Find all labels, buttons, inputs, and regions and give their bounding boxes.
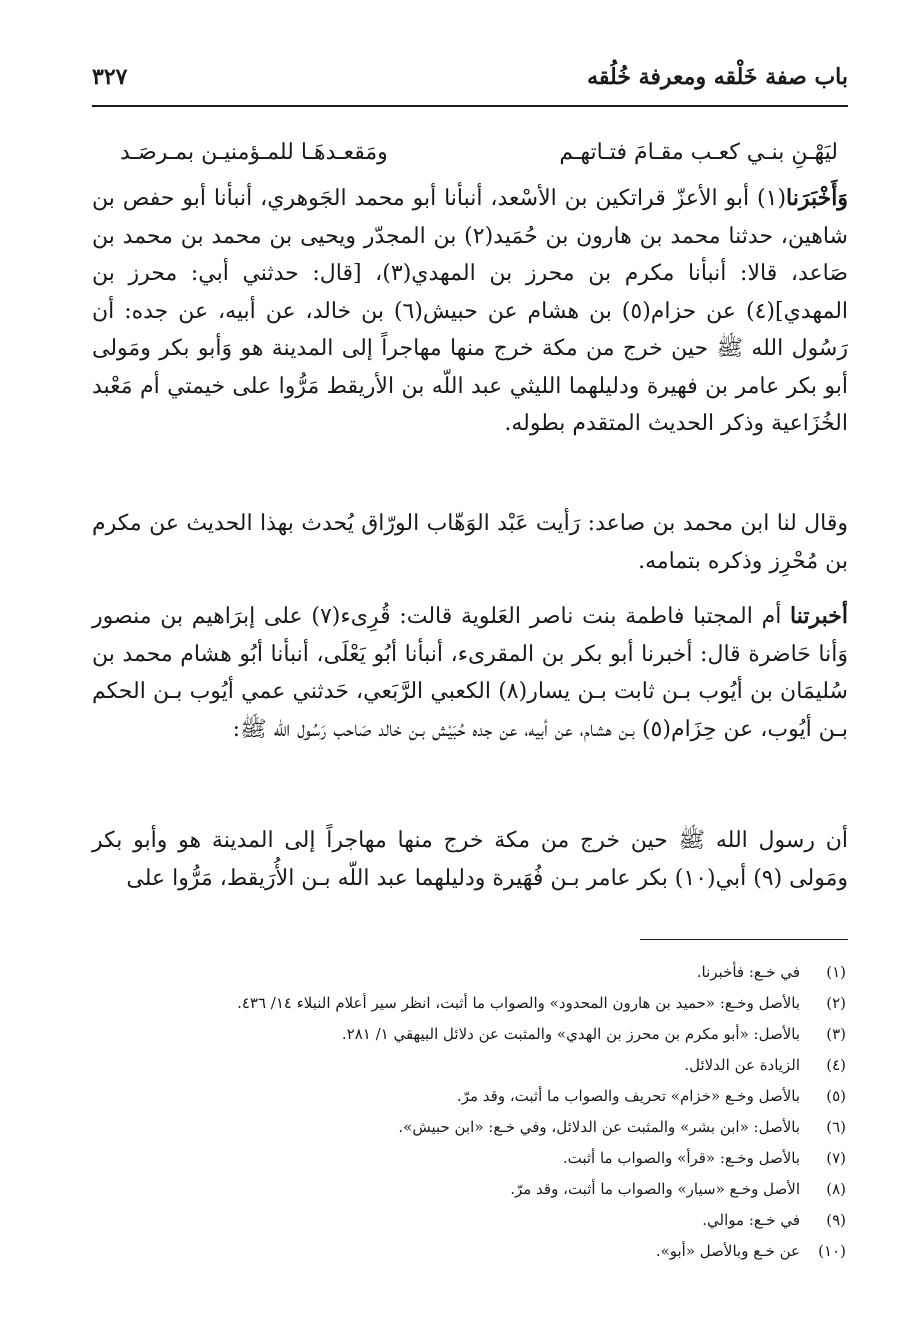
footnote-number: (٨) <box>826 1180 846 1198</box>
footnote-number: (١٠) <box>818 1242 846 1260</box>
footnote <box>86 1113 846 1144</box>
footnote-separator <box>640 939 848 940</box>
hadith-paragraph-3 <box>92 598 848 748</box>
footnote <box>86 1051 846 1082</box>
running-header <box>92 62 848 106</box>
paragraph-2-text: وقال لنا ابن محمد بن صاعد: رَأيت عَبْد الوَهّاب الورّاق يُحدث بهذا الحديث عن مكرم بن مُحْرِز وذكره بتمامه. <box>92 511 848 574</box>
chapter-title: باب صفة خَلْقه ومعرفة خُلُقه <box>587 64 848 90</box>
hadith-paragraph-4 <box>92 822 848 897</box>
paragraph-3-text: أم المجتبا فاطمة بنت ناصر العَلوية قالت: قُرِىء(٧) على إبرَاهيم بن منصور وَأنا حَاضرة قال: أخبرنا أبو بكر بن المقرىء، أنبأنا أبُو يَعْلَى، أنبأنا أبُو هشام محمد بن سُليمَان بن أيُوب بـن ثابت بـن يسار(٨) الكعبي الرَّبَعي، حَدثني عمي أيُوب بـن الحكم بـن أيُوب، عن حِزَام(٥) بـن هشام، عن أبيه، عن جده حُبَيْش بـن خالد صَاحب رَسُول الله ﷺ: <box>92 604 848 742</box>
paragraph-1-text: (١) أبو الأعزّ قراتكين بن الأسْعد، أنبأنا أبو محمد الجَوهري، أنبأنا أبو حفص بن شاهين، حدثنا محمد بن هارون بن حُمَيد(٢) بن المجدّر ويحيى بن محمد بن محمد بن صَاعد، قالا: أنبأنا مكرم بن محرز بن المهدي(٣)، [قال: حدثني أبي: محرز بن المهدي](٤) عن حزام(٥) بن هشام عن حبيش(٦) بن خالد، عن أبيه، عن جده: أن رَسُول الله ﷺ حين خرج من مكة خرج منها مهاجراً إلى المدينة هو وَأبو بكر ومَولى أبو بكر عامر بن فهيرة ودليلهما الليثي عبد اللّه بن الأريقط مَرُّوا على خيمتي أم مَعْبد الخُزَاعية وذكر الحديث المتقدم بطوله. <box>92 186 849 436</box>
footnotes-list <box>86 958 846 1268</box>
verse-left-hemistich: ومَقعـدهَـا للمـؤمنيـن بمـرصَـد <box>120 140 388 165</box>
footnote-number: (٦) <box>826 1118 846 1136</box>
footnote <box>86 1144 846 1175</box>
verse-right-hemistich: ليَهْـنِ بنـي كعـب مقـامَ فتـاتهـم <box>559 140 838 165</box>
paragraph-4-text: أن رسول الله ﷺ حين خرج من مكة خرج منها مهاجراً إلى المدينة هو وأبو بكر ومَولى (٩) أبي(١٠) بكر عامر بـن فُهَيرة ودليلهما عبد اللّه بـن الأُرَيقط، مَرُّوا على <box>92 828 848 891</box>
footnote <box>86 1020 846 1051</box>
footnote-number: (٢) <box>826 994 846 1012</box>
header-rule <box>92 105 848 107</box>
footnote-number: (٤) <box>826 1056 846 1074</box>
footnote-text: عن خـع وبالأصل «أبو». <box>655 1242 800 1260</box>
hadith-paragraph-2 <box>92 505 848 580</box>
poetry-verse <box>120 140 838 176</box>
hadith-paragraph-1 <box>92 180 848 443</box>
footnote-text: بالأصل: «ابن بشر» والمثبت عن الدلائل، وفي خـع: «ابن حبيش». <box>398 1118 800 1136</box>
footnote-number: (٥) <box>826 1087 846 1105</box>
footnote-text: الأصل وخـع «سيار» والصواب ما أثبت، وقد مرّ. <box>510 1180 800 1198</box>
footnote-number: (١) <box>826 963 846 981</box>
footnote <box>86 1175 846 1206</box>
footnote <box>86 1237 846 1268</box>
footnote-number: (٧) <box>826 1149 846 1167</box>
footnote-text: بالأصل وخـع: «حميد بن هارون المحدود» والصواب ما أثبت، انظر سير أعلام النبلاء ١٤/ ٤٣٦. <box>237 994 800 1012</box>
footnote-text: بالأصل: «أبو مكرم بن محرز بن الهدي» والمثبت عن دلائل البيهقي ١/ ٢٨١. <box>341 1025 800 1043</box>
footnote <box>86 1206 846 1237</box>
footnote <box>86 989 846 1020</box>
paragraph-1-lead: وَأَخْبَرَنا <box>786 185 848 211</box>
paragraph-3-lead: أخبرتنا <box>790 603 849 629</box>
footnote-text: بالأصل وخـع «خزام» تحريف والصواب ما أثبت، وقد مرّ. <box>456 1087 800 1105</box>
footnote-text: في خـع: موالي. <box>702 1211 800 1229</box>
footnote-text: في خـع: فأخبرنا. <box>696 963 800 981</box>
page-number: ٣٢٧ <box>92 64 128 90</box>
footnote-text: الزيادة عن الدلائل. <box>684 1056 800 1074</box>
footnote-number: (٣) <box>826 1025 846 1043</box>
footnote-text: بالأصل وخـع: «قرأ» والصواب ما أثبت. <box>562 1149 800 1167</box>
footnote-number: (٩) <box>826 1211 846 1229</box>
footnote <box>86 1082 846 1113</box>
footnote <box>86 958 846 989</box>
